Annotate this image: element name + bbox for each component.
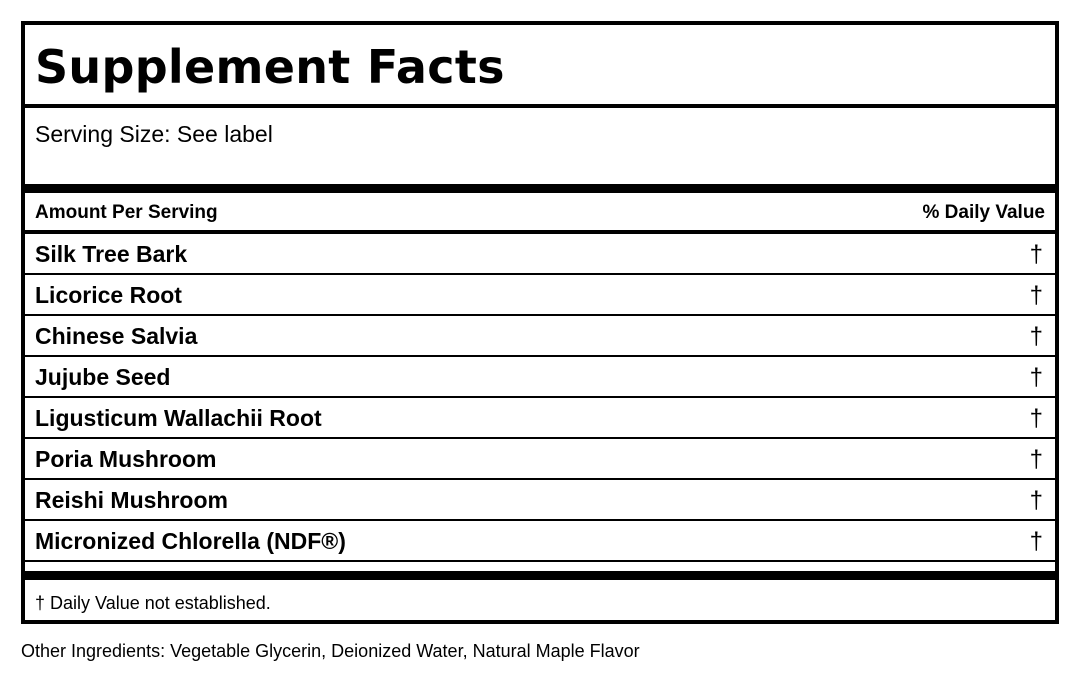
serving-size-text: Serving Size: See label xyxy=(35,121,273,147)
ingredient-daily-value: † xyxy=(1029,323,1043,350)
ingredient-name: Ligusticum Wallachii Root xyxy=(35,405,322,431)
ingredient-daily-value: † xyxy=(1029,446,1043,473)
ingredient-daily-value: † xyxy=(1029,405,1043,432)
ingredient-daily-value: † xyxy=(1029,241,1043,268)
title-row xyxy=(25,25,1055,108)
ingredient-name: Reishi Mushroom xyxy=(35,487,228,513)
daily-value-footnote: † Daily Value not established. xyxy=(35,593,271,613)
other-ingredients-text: Other Ingredients: Vegetable Glycerin, Deionized Water, Natural Maple Flavor xyxy=(21,641,640,661)
ingredient-name: Micronized Chlorella (NDF®) xyxy=(35,528,346,554)
thick-divider-bottom xyxy=(25,571,1055,580)
ingredient-daily-value: † xyxy=(1029,364,1043,391)
ingredient-daily-value: † xyxy=(1029,282,1043,309)
panel-title: Supplement Facts xyxy=(35,40,505,94)
daily-value-header: % Daily Value xyxy=(922,202,1045,223)
ingredient-name: Licorice Root xyxy=(35,282,182,308)
amount-per-serving-header: Amount Per Serving xyxy=(35,202,218,223)
supplement-facts-panel xyxy=(21,21,1059,624)
ingredient-row xyxy=(25,439,1055,480)
column-header-row xyxy=(25,193,1055,234)
ingredient-list xyxy=(25,234,1055,562)
ingredient-daily-value: † xyxy=(1029,487,1043,514)
ingredient-row xyxy=(25,398,1055,439)
ingredient-daily-value: † xyxy=(1029,528,1043,555)
ingredient-row xyxy=(25,316,1055,357)
footnote-row xyxy=(25,580,1055,620)
ingredient-row xyxy=(25,234,1055,275)
ingredient-row xyxy=(25,480,1055,521)
ingredient-row xyxy=(25,275,1055,316)
ingredient-row xyxy=(25,521,1055,562)
thick-divider xyxy=(25,184,1055,193)
ingredient-name: Silk Tree Bark xyxy=(35,241,188,267)
ingredient-row xyxy=(25,357,1055,398)
ingredient-name: Jujube Seed xyxy=(35,364,171,390)
ingredient-name: Chinese Salvia xyxy=(35,323,198,349)
ingredient-name: Poria Mushroom xyxy=(35,446,217,472)
serving-size-row xyxy=(25,108,1055,184)
